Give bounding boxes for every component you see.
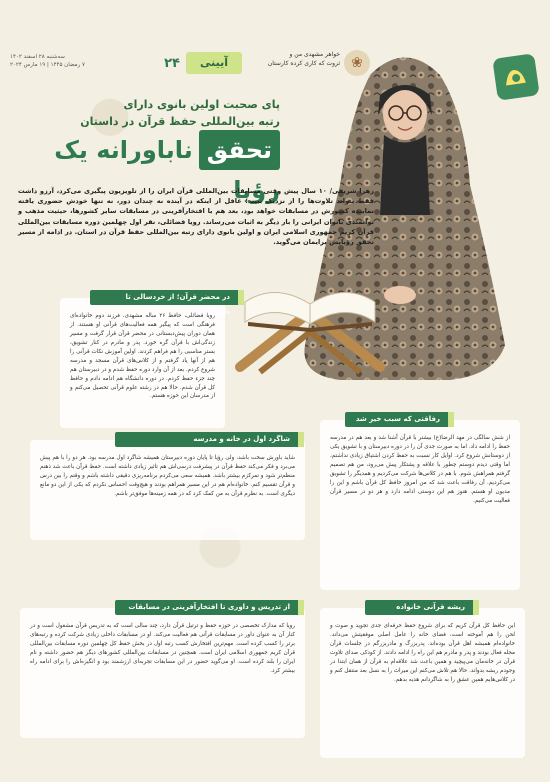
tagline-line-1: خواهر مشهدی من و xyxy=(289,51,340,58)
section-badge: آیینی xyxy=(186,52,242,74)
date-line-2: ۷ رمضان ۱۴۴۵ | ۱۹ مارس ۲۰۲۴ xyxy=(10,61,85,68)
subtitle-line-1: پای صحبت اولین بانوی دارای xyxy=(123,98,280,111)
section-childhood-box xyxy=(60,298,225,428)
section-body: شاید باورش سخت باشد، ولی رؤیا تا پایان دوره دبیرستان همیشه شاگرد اول مدرسه بود. هر دو را با هم پیش می‌برد و فکر می‌کند حفظ قرآن در پیشرفت درسی‌اش هم تاثیر زیادی داشته است. حفظ قرآن باعث شد ذهنم منظم‌تر شود و تمرکزم بیشتر باشد. همیشه سعی می‌کردم برنامه‌ریزی دقیقی داشته باشم و وقتم را بین درس و قرآن تقسیم کنم. خانواده‌ام هم در این مسیر همراهم بودند و هیچ‌وقت احساس نکردم که یکی از این دو مانع دیگری است. به نظرم قرآن به من کمک کرد که در همه زمینه‌ها موفق‌تر باشم. xyxy=(40,455,295,497)
issue-date xyxy=(10,54,160,69)
article-title xyxy=(30,130,280,204)
article-lead: زهرا شریفی/ ۱۰ سال پیش وقتی مسابقات بین‌المللی قرآن ایران را از تلویزیون پیگیری می‌کرد، آرزو داشت فقط بتواند تلاوت‌ها را از نزدیک ببیند؛ غافل از اینکه در آینده نه چندان دور، نه تنها خودش حضوری یافته نماینده کشورش در مسابقات خواهد بود، بعد هم با افتخارآفرینی در مسابقات سایر کشورها، حیثیت مذهب و توانمندی بانوان ایرانی را بار دیگر به اثبات می‌رساند. رویا فضائلی، نفر اول چهلمین دوره مسابقات بین‌المللی قرآن کریم جمهوری اسلامی ایران و اولین بانوی دارای رتبه بین‌المللی حفظ قرآن در استان. در ادامه از مسیر تحقق رؤیایش برایمان می‌گوید. xyxy=(18,187,374,247)
subtitle-line-2: رتبه بین‌المللی حفظ قرآن در داستان xyxy=(80,114,280,128)
date-line-1: سه‌شنبه ۲۸ اسفند ۱۴۰۲ xyxy=(10,54,65,60)
title-rest: ناباورانه یک رؤیا xyxy=(54,136,280,204)
section-family-box xyxy=(320,608,525,758)
section-friendship-box xyxy=(320,420,520,590)
section-top-student-box xyxy=(30,440,305,540)
section-heading: از تدریس و داوری تا افتخارآفرینی در مسابقات xyxy=(115,600,300,615)
article-subtitle xyxy=(30,97,280,130)
flower-logo-icon: ❀ xyxy=(344,50,370,76)
section-body: رویا فضائلی، حافظ ۲۶ ساله مشهدی، فرزند دوم خانواده‌ای فرهنگی است که پیگیر همه فعالیت‌های قرآنی او هستند. از همان دوران پیش‌دبستانی در محضر قرآن قرار گرفت و مسیر زندگی‌اش با قرآن گره خورد. پدر و مادرم در کنار تشویق، بستر مناسبی را هم فراهم کردند. اولین آموزش نکات قرآنی را هم از آنها یاد گرفتم و از کلاس‌های قرآن مسجد و مدرسه شروع کردم. بعد از آن وارد دوره حفظ شدم و در دبیرستان هم چند جزء حفظ کردم. در دوره دانشگاه هم ادامه دادم و حافظ کل قرآن شدم. حالا هم در رشته علوم قرآنی تحصیل می‌کنم و از مدرسان این حوزه هستم. xyxy=(70,313,215,400)
title-highlight: تحقق xyxy=(199,130,280,170)
section-heading: شاگرد اول در خانه و مدرسه xyxy=(115,432,300,447)
section-heading: در محضر قرآن؛ از خردسالی تا دانشگاه xyxy=(90,290,240,305)
section-body: رویا که مدارک تخصصی در حوزه حفظ و ترتیل قرآن دارد، چند سالی است که به تدریس قرآن مشغول است و در کنار آن به عنوان داور در مسابقات قرآنی هم فعالیت می‌کند. او در مسابقات داخلی زیادی شرکت کرده و رتبه‌های برتر را کسب کرده است. مهم‌ترین افتخارش کسب رتبه اول در بخش حفظ کل چهلمین دوره مسابقات بین‌المللی قرآن کریم جمهوری اسلامی ایران است. همچنین در مسابقات بین‌المللی کشورهای دیگر هم حضور داشته و نام ایران را بلند کرده است. او می‌گوید حضور در این مسابقات تجربه‌ای ارزشمند بود و انگیزه‌اش را برای ادامه راه بیشتر کرد. xyxy=(30,623,295,674)
section-body: این حافظ کل قرآن کریم که برای شروع حفظ حرفه‌ای جدی تجوید و صوت و لحن را هم آموخته است، فضای خانه را عامل اصلی موفقیتش می‌داند. خانواده‌ام همیشه اهل قرآن بوده‌اند. پدربزرگ و مادربزرگم در جلسات قرآن محله فعال بودند و پدر و مادرم هم این راه را ادامه دادند. از کودکی صدای تلاوت قرآن در خانه‌مان می‌پیچید و همین باعث شد علاقه‌ام به قرآن از همان ابتدا در وجودم ریشه بدواند. حالا هم تلاش می‌کنم این میراث را به نسل بعد منتقل کنم و در کلاس‌هایم همین عشق را به شاگردانم هدیه بدهم. xyxy=(330,623,515,683)
section-body: از شش سالگی در مهد الرضا(ع) بیشتر با قرآن آشنا شد و بعد هم در مدرسه حفظ را ادامه داد. اما به صورت جدی آن را در دوره دبیرستان و با تشویق یکی از دوستانش شروع کرد. اوایل کار نسبت به حفظ کردن اشتیاق زیادی نداشتم، اما وقتی دیدم دوستم چطور با علاقه و پشتکار پیش می‌رود، من هم تصمیم گرفتم همراهش شوم. با هم در کلاس‌ها شرکت می‌کردیم و همدیگر را تشویق می‌کردیم. آن رفاقت باعث شد که من امروز حافظ کل قرآن باشم و این را مدیون او هستم. هنوز هم این دوستی ادامه دارد و هر دو در مسیر قرآن فعالیت می‌کنیم. xyxy=(330,435,510,504)
tagline-line-2: ثروت که کاری کرده کارستان xyxy=(267,60,340,67)
page-number: ۲۴ xyxy=(164,56,180,71)
section-heading: ریشه قرآنی خانواده xyxy=(365,600,475,615)
section-heading: رفاقتی که سبب خیر شد xyxy=(345,412,450,427)
section-teaching-box xyxy=(20,608,305,738)
quran-on-stand xyxy=(230,272,390,382)
